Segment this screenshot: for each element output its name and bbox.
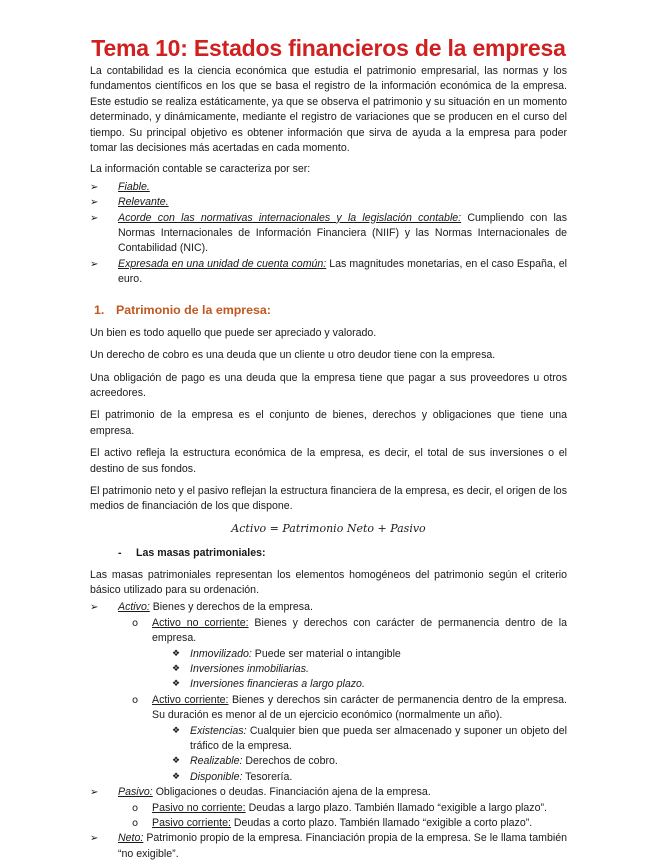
- section-paragraph: Una obligación de pago es una deuda que la empresa tiene que pagar a sus proveedores u otros acreedores.: [90, 371, 567, 399]
- list-item-activo-no-corriente: o Activo no corriente: Bienes y derechos con carácter de permanencia dentro de la empresa.: [132, 616, 567, 645]
- section-paragraph: Un derecho de cobro es una deuda que un cliente u otro deudor tiene con la empresa.: [90, 349, 496, 362]
- arrow-bullet-icon: ➢: [90, 258, 99, 270]
- list-item: ❖ Inversiones financieras a largo plazo.: [90, 677, 567, 692]
- section-heading: 1. Patrimonio de la empresa:: [94, 302, 271, 317]
- list-item: ➢ Relevante.: [90, 195, 567, 210]
- circle-bullet-icon: o: [132, 694, 139, 706]
- diamond-bullet-icon: ❖: [172, 771, 181, 782]
- arrow-bullet-icon: ➢: [90, 212, 99, 224]
- circle-bullet-icon: o: [132, 818, 139, 830]
- diamond-bullet-icon: ❖: [172, 679, 181, 690]
- list-item: ➢ Fiable.: [90, 180, 567, 195]
- list-item: ❖ Inmovilizado: Puede ser material o intangible: [90, 647, 567, 662]
- section-paragraph: El patrimonio neto y el pasivo reflejan la estructura financiera de la empresa, es decir, el origen de los medios de financiación de los que dispone.: [90, 484, 567, 513]
- arrow-bullet-icon: ➢: [90, 833, 99, 845]
- list-item: ❖ Disponible: Tesorería.: [90, 770, 567, 785]
- section-paragraph: El patrimonio de la empresa es el conjunto de bienes, derechos y obligaciones que tiene una empresa.: [90, 409, 567, 437]
- list-item: ❖ Existencias: Cualquier bien que pueda ser almacenado y suponer un objeto del tráfico de la empresa.: [172, 724, 567, 753]
- list-item: ➢ Acorde con las normativas internacionales y la legislación contable: Cumpliendo con las Normas Internacionales de Información Financiera (NIIF) y las Normas Internacionales de Contabilidad (NIC).: [90, 211, 567, 255]
- list-item-neto: ➢ Neto: Patrimonio propio de la empresa. Financiación propia de la empresa. Se le llama también “no exigible”.: [90, 832, 567, 860]
- subsection-heading: - Las masas patrimoniales:: [118, 547, 266, 560]
- intro-paragraph: La contabilidad es la ciencia económica que estudia el patrimonio empresarial, las normas y los fundamentos científicos en los que se basa el registro de la información económica de la empresa. Este estudio se realiza estáticamente, ya que se observa el patrimonio y su situación en un momento determinado, y dinámicamente, mediante el registro de variaciones que se producen en el curso del tiempo. Su principal objetivo es obtener información que sirva de ayuda a la empresa para poder tomar las decisiones más acertadas en cada momento.: [90, 65, 567, 155]
- diamond-bullet-icon: ❖: [172, 725, 181, 736]
- circle-bullet-icon: o: [132, 617, 139, 629]
- diamond-bullet-icon: ❖: [172, 664, 181, 674]
- characteristics-list: [90, 180, 567, 288]
- list-item: ➢ Expresada en una unidad de cuenta común: Las magnitudes monetarias, en el caso España, el euro.: [90, 257, 567, 286]
- section-paragraph: El activo refleja la estructura económica de la empresa, es decir, el total de sus inversiones o el destino de sus fondos.: [90, 447, 567, 475]
- arrow-bullet-icon: ➢: [90, 181, 99, 193]
- section-paragraph: Un bien es todo aquello que puede ser apreciado y valorado.: [90, 326, 377, 339]
- circle-bullet-icon: o: [132, 802, 139, 814]
- arrow-bullet-icon: ➢: [90, 197, 99, 209]
- masas-intro: Las masas patrimoniales representan los elementos homogéneos del patrimonio según el criterio básico utilizado para su ordenación.: [90, 568, 567, 596]
- characteristics-intro: La información contable se caracteriza por ser:: [90, 163, 311, 176]
- list-item: ❖ Realizable: Derechos de cobro.: [90, 754, 567, 769]
- page-title: Tema 10: Estados financieros de la empresa: [91, 35, 566, 61]
- list-item-activo: ➢ Activo: Bienes y derechos de la empresa.: [90, 600, 567, 615]
- list-item-pasivo-no-corriente: o Pasivo no corriente: Deudas a largo plazo. También llamado “exigible a largo plazo”.: [68, 801, 567, 816]
- diamond-bullet-icon: ❖: [172, 756, 181, 767]
- list-item: ❖ Inversiones inmobiliarias.: [90, 662, 567, 677]
- list-item-pasivo-corriente: o Pasivo corriente: Deudas a corto plazo. También llamado “exigible a corto plazo”.: [68, 816, 567, 831]
- arrow-bullet-icon: ➢: [90, 787, 99, 799]
- diamond-bullet-icon: ❖: [172, 648, 181, 659]
- list-item-pasivo: ➢ Pasivo: Obligaciones o deudas. Financiación ajena de la empresa.: [68, 785, 567, 800]
- equation: Activo = Patrimonio Neto + Pasivo: [231, 521, 426, 535]
- list-item-activo-corriente: o Activo corriente: Bienes y derechos sin carácter de permanencia dentro de la empresa. Su duración es menor al de un ejercicio económico (normalmente un año).: [132, 693, 567, 722]
- arrow-bullet-icon: ➢: [90, 602, 99, 614]
